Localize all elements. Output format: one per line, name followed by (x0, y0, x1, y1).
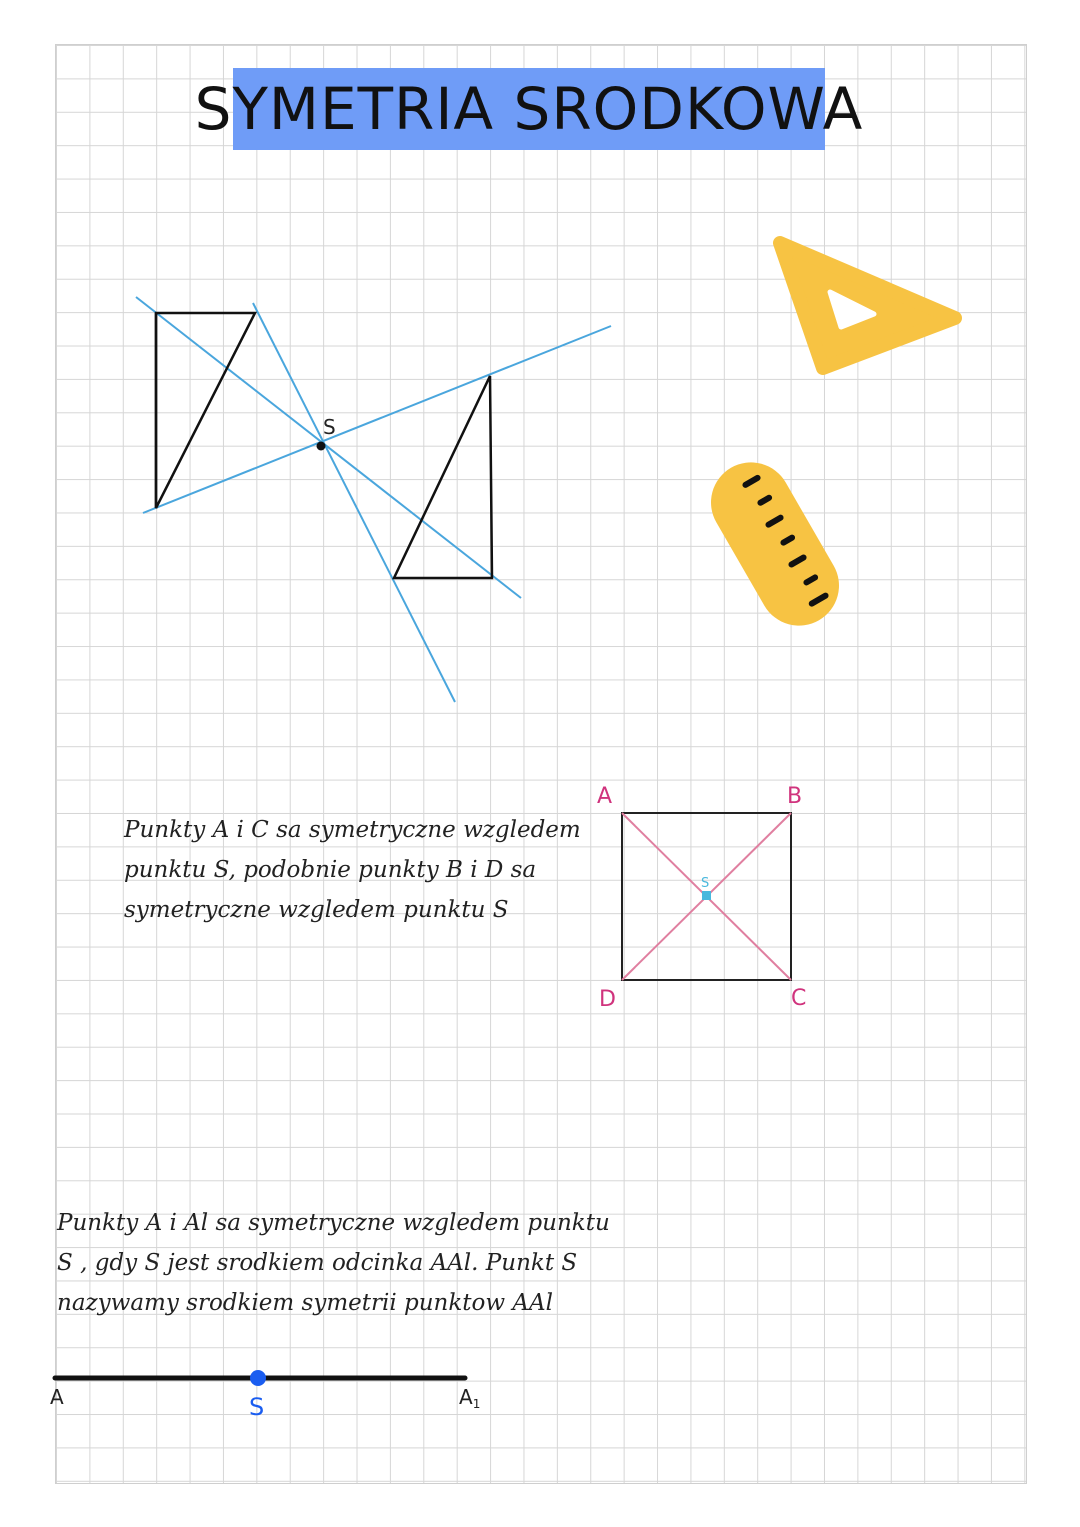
note-line: symetryczne wzgledem punktu S (124, 897, 509, 923)
note-line: punktu S, podobnie punkty B i D sa (124, 857, 537, 883)
note-line: S , gdy S jest srodkiem odcinka AAl. Punkt S (57, 1250, 578, 1276)
segment-a1-label: $A_1$ (459, 1385, 481, 1411)
set-square-icon (780, 243, 955, 368)
note-line: Punkty A i C sa symetryczne wzgledem (124, 817, 581, 843)
center-label: S (323, 415, 336, 439)
vertex-b-label: B (787, 784, 803, 809)
symmetry-line-1 (136, 297, 521, 598)
original-triangle (156, 313, 255, 508)
symmetry-figure (136, 297, 611, 702)
note-square (124, 810, 581, 930)
square-figure (597, 784, 806, 1012)
ruler-icon (696, 448, 853, 640)
symmetry-line-2 (253, 303, 455, 702)
vertex-d-label: D (599, 987, 616, 1012)
segment-s-label: S (249, 1393, 265, 1421)
segment-midpoint (250, 1370, 266, 1386)
note-definition (57, 1203, 610, 1323)
segment-a-label: A (50, 1385, 64, 1409)
segment-figure (50, 1370, 480, 1421)
note-line: Punkty A i Al sa symetryczne wzgledem punktu (57, 1210, 610, 1236)
page-title: SYMETRIA SRODKOWA (233, 68, 825, 150)
vertex-a-label: A (597, 784, 613, 809)
center-point-s (317, 442, 326, 451)
vertex-c-label: C (791, 986, 807, 1011)
square-center-label: S (701, 876, 710, 891)
square-center-point (702, 891, 711, 900)
note-line: nazywamy srodkiem symetrii punktow AAl (57, 1290, 553, 1316)
